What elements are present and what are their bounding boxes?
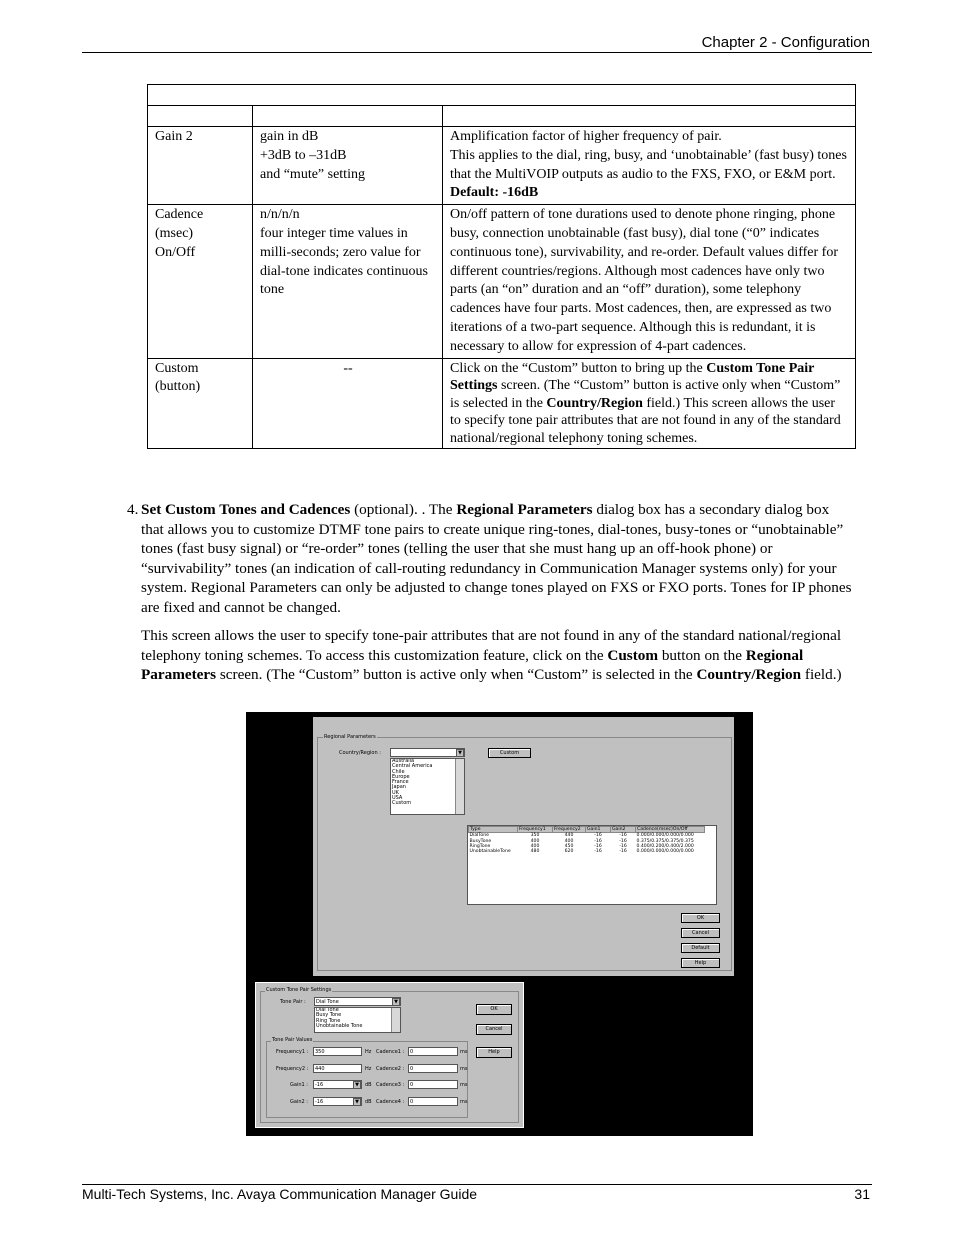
custom-group-label: Custom Tone Pair Settings — [266, 987, 332, 993]
cancel-button[interactable]: Cancel — [476, 1024, 512, 1035]
gain2-select[interactable]: -16 ▼ — [313, 1097, 362, 1106]
column-header[interactable]: Frequency1 — [518, 827, 553, 833]
chevron-down-icon[interactable]: ▼ — [353, 1081, 361, 1089]
cadence3-label: Cadence3 : — [376, 1082, 405, 1088]
values-cell: gain in dB +3dB to –31dB and “mute” setting — [253, 127, 443, 205]
list-item[interactable]: UK — [392, 789, 399, 796]
tone-table — [468, 826, 705, 854]
list-item[interactable]: Busy Tone — [316, 1012, 342, 1019]
page-number: 31 — [854, 1186, 870, 1202]
ms-unit: ms — [460, 1082, 468, 1088]
list-item[interactable]: Central America — [392, 763, 433, 770]
chapter-header: Chapter 2 - Configuration — [701, 34, 870, 51]
description-cell: On/off pattern of tone durations used to denote phone ringing, phone busy, connection unobtainable (fast busy), dial tone (“0” indicates continuous tone), survivability, and re-order. Default values differ for different countries/regions. Although most cadences have only two parts (an “on” duration and an “off” duration), some telephony cadences have four parts. Most cadences, then, are expressed as two iterations of a two-part sequence. Although this is redundant, it is necessary to allow for expression of 4-part cadences. — [443, 205, 856, 358]
ms-unit: ms — [460, 1049, 468, 1055]
frequency2-label: Frequency2 : — [276, 1066, 309, 1072]
tone-pair-list[interactable] — [314, 1007, 401, 1033]
table-row[interactable]: UnobtainableTone 480 620 -16 -16 0.000/0.000/0.000/0.000 — [469, 849, 694, 855]
cadence1-input[interactable]: 0 — [408, 1047, 458, 1056]
gain1-select[interactable]: -16 ▼ — [313, 1080, 362, 1089]
custom-button[interactable]: Custom — [488, 748, 531, 758]
table-row — [148, 127, 856, 205]
ms-unit: ms — [460, 1066, 468, 1072]
column-header[interactable]: Frequency2 — [553, 827, 586, 833]
header-rule — [82, 52, 872, 53]
db-unit: dB — [365, 1082, 372, 1088]
list-item[interactable]: Custom — [392, 800, 412, 807]
ms-unit: ms — [460, 1099, 468, 1105]
custom-tone-pair-dialog — [255, 982, 524, 1128]
cadence1-label: Cadence1 : — [376, 1049, 405, 1055]
table-header-row — [148, 106, 856, 127]
description-cell: Click on the “Custom” button to bring up the Custom Tone Pair Settings screen. (The “Custom” button is active only when “Custom” is selected in the Country/Region field.) This screen allows the user to specify tone pair attributes that are not found in any of the standard national/regional telephony toning schemes. — [443, 358, 856, 449]
values-cell: -- — [253, 358, 443, 449]
country-label: Country/Region : — [339, 750, 381, 756]
cadence2-input[interactable]: 0 — [408, 1064, 458, 1073]
table-row — [148, 358, 856, 449]
cadence4-label: Cadence4 : — [376, 1099, 405, 1105]
country-list[interactable] — [390, 758, 465, 815]
step-4: 4. Set Custom Tones and Cadences (optional). . The Regional Parameters dialog box has a secondary dialog box that allows you to customize DTMF tone pairs to create unique ring-tones, dial-tones, busy-tones or “unobtainable” tones (fast busy signal) or “re-order” tones (telling the user that she must hang up an off-hook phone) or “survivability” tones (an indication of call-routing redundancy in Communication Manager systems only) for your system. Regional Parameters can only be adjusted to change tones played on FXS or FXO ports. Tones for IP phones are fixed and cannot be changed. — [127, 501, 852, 616]
param-cell: Custom (button) — [148, 358, 253, 449]
frequency1-input[interactable]: 350 — [313, 1047, 362, 1056]
cancel-button[interactable]: Cancel — [681, 928, 720, 938]
cadence3-input[interactable]: 0 — [408, 1080, 458, 1089]
table-row[interactable]: RingTone 400 450 -16 -16 0.400/0.200/0.400/2.000 — [469, 843, 694, 849]
param-cell: Cadence (msec) On/Off — [148, 205, 253, 358]
frequency1-label: Frequency1 : — [276, 1049, 309, 1055]
db-unit: dB — [365, 1099, 372, 1105]
scrollbar[interactable] — [455, 759, 464, 814]
ok-button[interactable]: OK — [476, 1004, 512, 1015]
list-item[interactable]: Unobtainable Tone — [316, 1022, 363, 1029]
cadence4-input[interactable]: 0 — [408, 1097, 458, 1106]
scrollbar[interactable] — [391, 1008, 400, 1032]
hz-unit: Hz — [365, 1066, 372, 1072]
table-row — [148, 205, 856, 358]
list-item[interactable]: Ring Tone — [316, 1017, 341, 1024]
list-item[interactable]: Chile — [392, 768, 405, 775]
custom-intro-paragraph: This screen allows the user to specify tone-pair attributes that are not found in any of the standard national/regional telephony toning schemes. To access this customization feature, click on the Custom button on the Regional Parameters screen. (The “Custom” button is active only when “Custom” is selected in the Country/Region field.) — [141, 627, 842, 684]
chevron-down-icon[interactable]: ▼ — [456, 749, 464, 757]
footer-title: Multi-Tech Systems, Inc. Avaya Communication Manager Guide — [82, 1186, 478, 1202]
list-item[interactable]: Dial Tone — [316, 1007, 339, 1013]
list-item[interactable]: USA — [392, 795, 403, 802]
tone-grid[interactable] — [467, 825, 717, 905]
table-title-row — [148, 85, 856, 106]
dialog-screenshot — [246, 712, 753, 1136]
list-item[interactable]: France — [392, 779, 409, 786]
column-header[interactable]: Gain1 — [586, 827, 611, 833]
chevron-down-icon[interactable]: ▼ — [392, 998, 400, 1006]
frequency2-input[interactable]: 440 — [313, 1064, 362, 1073]
table-row[interactable]: BusyTone 400 400 -16 -16 0.375/0.375/0.375/0.375 — [469, 838, 694, 844]
column-header[interactable]: Gain2 — [611, 827, 636, 833]
default-button[interactable]: Default — [681, 943, 720, 953]
column-header[interactable]: Cadence(msec)On/Off — [636, 827, 705, 833]
list-item[interactable]: Europe — [392, 773, 410, 780]
footer-rule — [82, 1184, 872, 1185]
country-select[interactable] — [390, 748, 465, 757]
tone-pair-select[interactable]: Dial Tone ▼ — [314, 997, 401, 1006]
hz-unit: Hz — [365, 1049, 372, 1055]
tone-values-group-label: Tone Pair Values — [272, 1037, 313, 1043]
list-item[interactable]: Australia — [392, 758, 415, 764]
column-header[interactable]: Type — [469, 827, 518, 833]
help-button[interactable]: Help — [476, 1047, 512, 1058]
ok-button[interactable]: OK — [681, 913, 720, 923]
parameter-table — [147, 84, 856, 449]
regional-parameters-dialog — [313, 717, 734, 976]
description-cell: Amplification factor of higher frequency of pair. This applies to the dial, ring, busy, and ‘unobtainable’ (fast busy) tones that the MultiVOIP outputs as audio to the FXS, FXO, or E&M port. Default: -16dB — [443, 127, 856, 205]
param-cell: Gain 2 — [148, 127, 253, 205]
list-item[interactable]: Japan — [392, 784, 406, 791]
table-row[interactable]: DialTone 350 440 -16 -16 0.000/0.000/0.000/0.000 — [469, 833, 694, 839]
chevron-down-icon[interactable]: ▼ — [353, 1098, 361, 1106]
gain2-label: Gain2 : — [290, 1099, 308, 1105]
tone-pair-label: Tone Pair : — [280, 999, 306, 1005]
cadence2-label: Cadence2 : — [376, 1066, 405, 1072]
gain1-label: Gain1 : — [290, 1082, 308, 1088]
values-cell: n/n/n/n four integer time values in milli-seconds; zero value for dial-tone indicates continuous tone — [253, 205, 443, 358]
regional-group-label: Regional Parameters — [324, 734, 376, 740]
help-button[interactable]: Help — [681, 958, 720, 968]
